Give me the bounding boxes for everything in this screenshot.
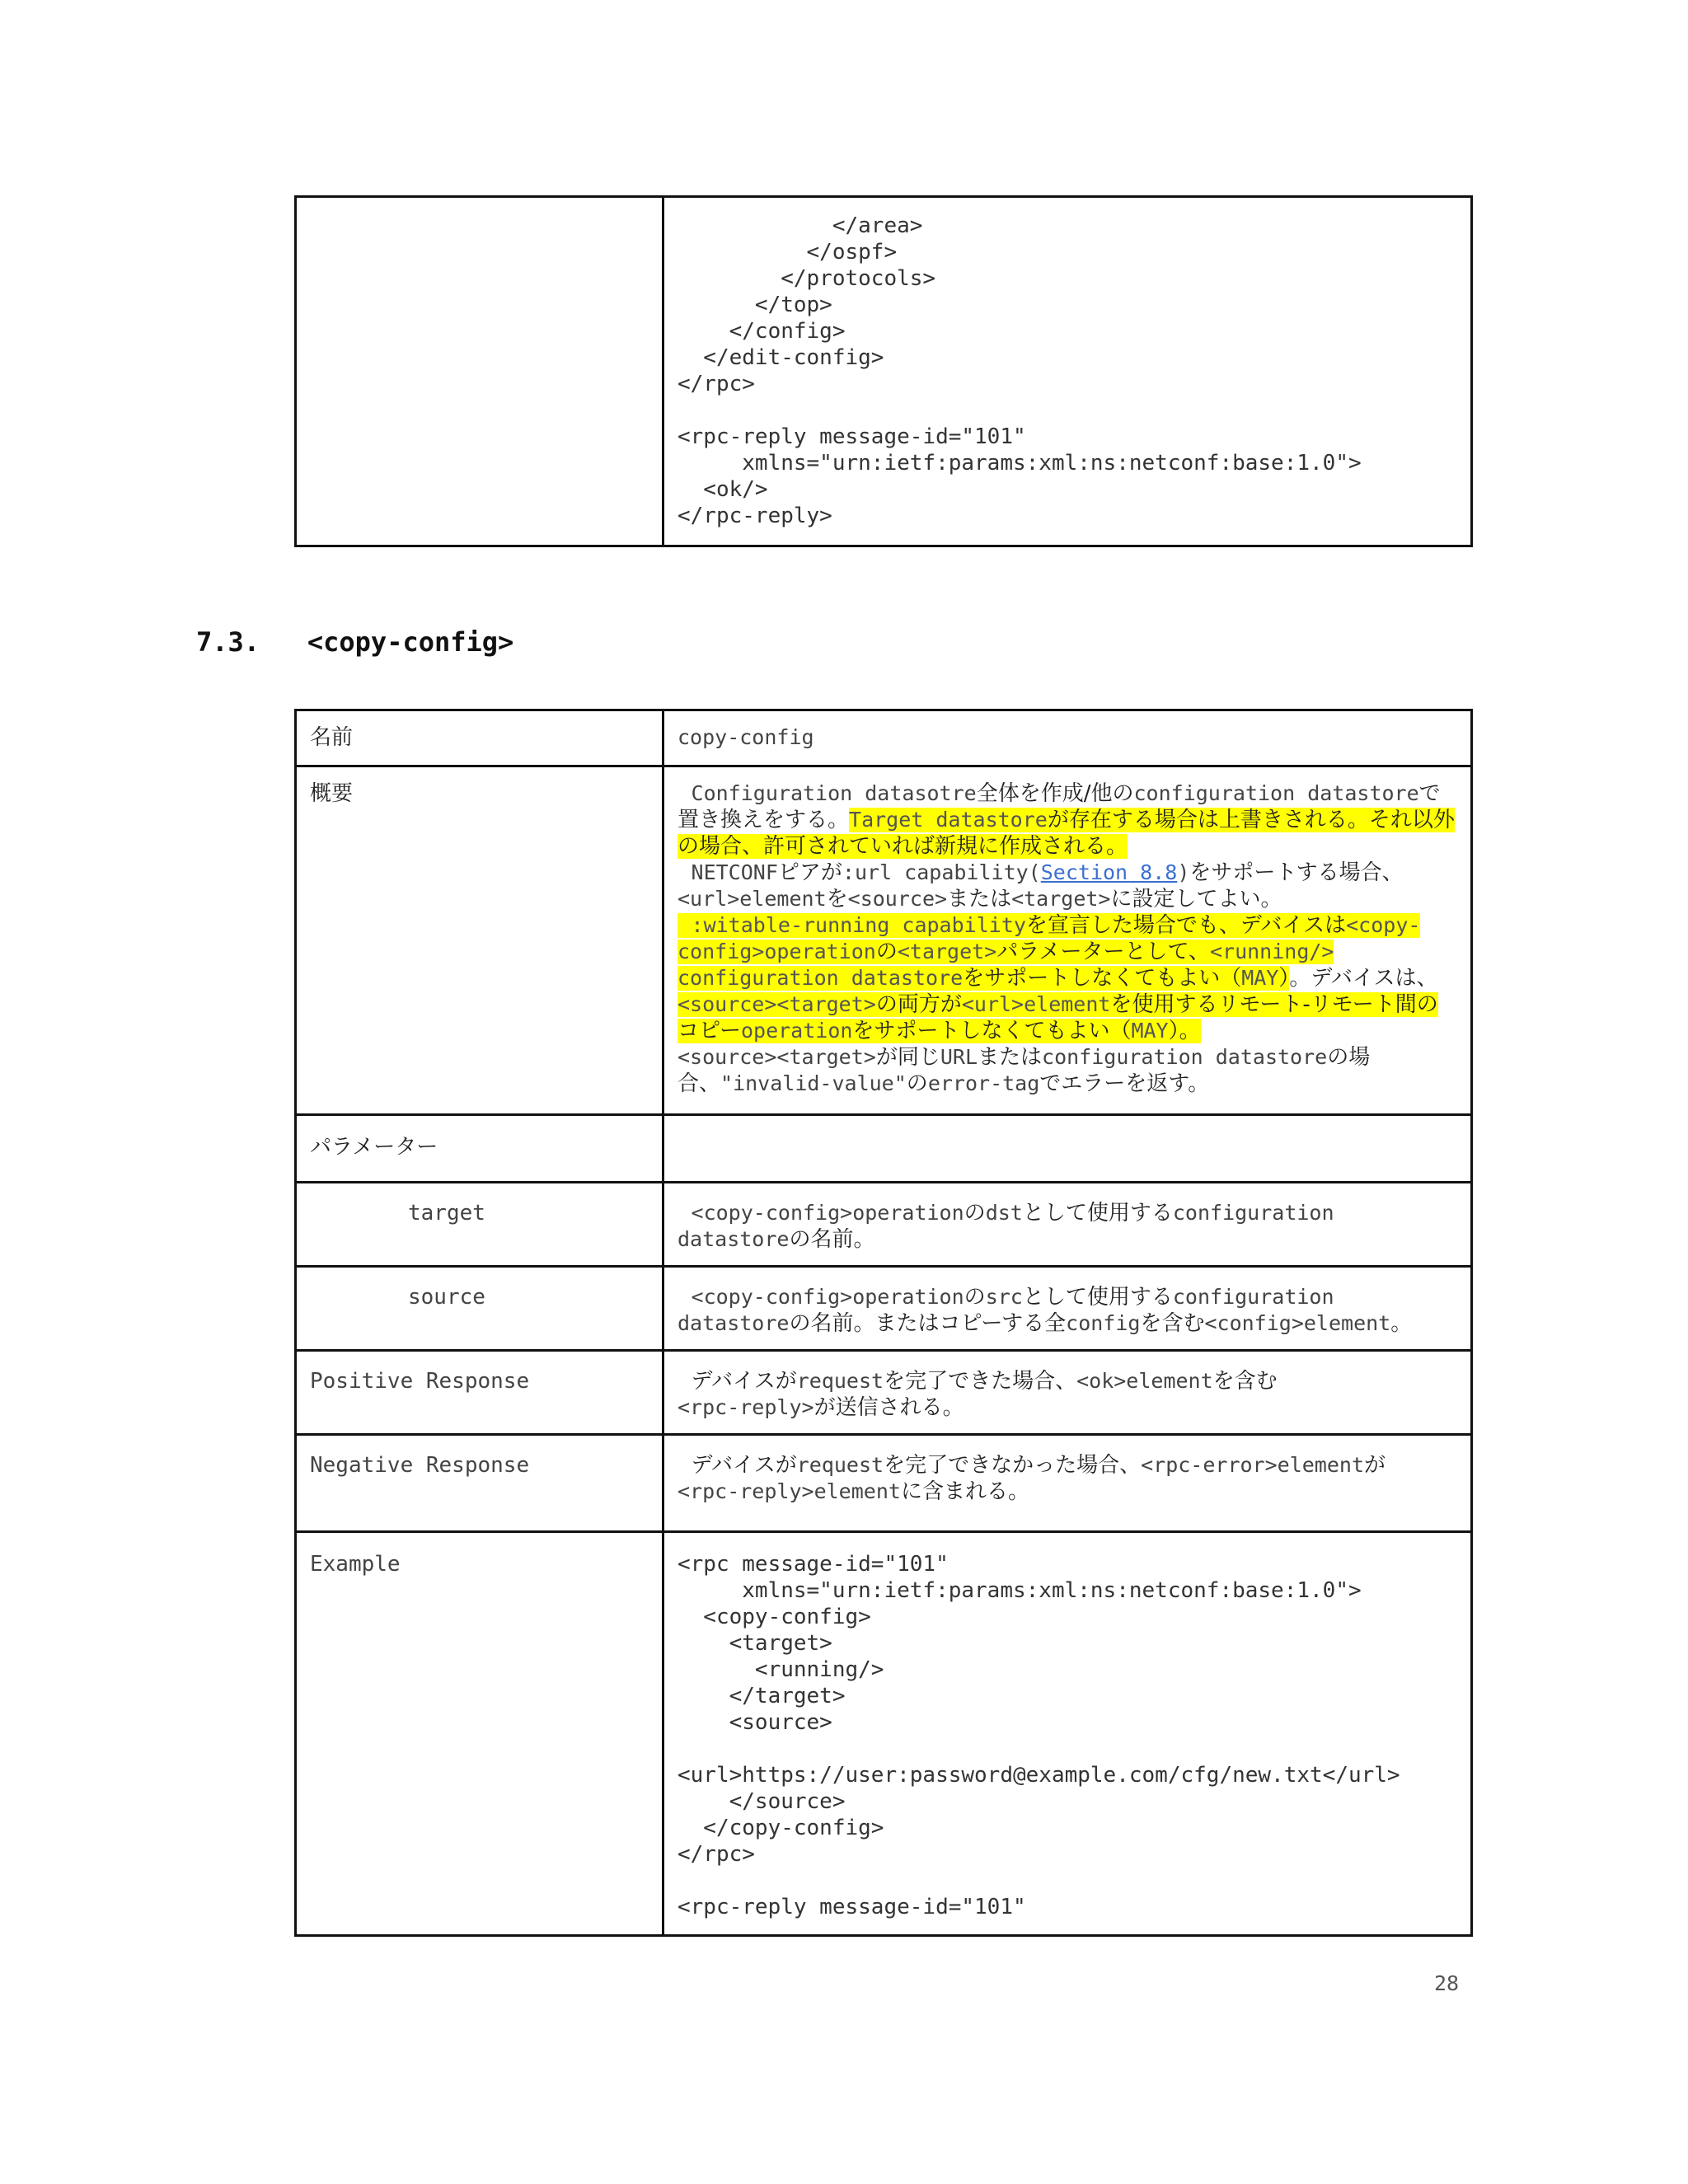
edit-config-code-line: <ok/> [678,477,768,502]
example-code-line: <rpc-reply message-id="101" [678,1895,1026,1919]
edit-config-code-line: </area> [678,213,923,238]
top-table-code-cell [663,197,1472,546]
edit-config-code-line: </protocols> [678,266,936,291]
row-parameters [296,1115,1472,1183]
example-code-line: <source> [678,1710,832,1735]
edit-config-code-block [678,213,1457,529]
negative-response-description: デバイスがrequestを完了できなかった場合、<rpc-error>elementが <rpc-reply>elementに含まれる。 [678,1453,1386,1504]
top-table-left-cell [296,197,663,546]
example-code-line: </rpc> [678,1842,755,1867]
parameters-label: パラメーター [310,1135,438,1160]
edit-config-code-line: </rpc-reply> [678,504,832,528]
summary-label: 概要 [310,781,354,806]
edit-config-code-line: </rpc> [678,372,755,396]
section-8-8-link[interactable]: Section 8.8 [1040,860,1178,884]
example-code-line: <running/> [678,1657,884,1682]
section-number: 7.3. [196,626,260,658]
positive-response-label: Positive Response [310,1369,530,1394]
positive-response-description: デバイスがrequestを完了できた場合、<ok>elementを含む <rpc-reply>が送信される。 [678,1369,1278,1420]
name-value: copy-config [678,725,814,749]
section-title: <copy-config> [307,626,514,658]
example-label: Example [310,1552,401,1577]
example-code-line: <copy-config> [678,1605,871,1629]
edit-config-code-line: </ospf> [678,240,898,265]
source-label: source [408,1285,485,1310]
copy-config-table [294,709,1473,1937]
example-code-line: </copy-config> [678,1816,884,1840]
example-code-line: <url>https://user:password@example.com/cfg/new.txt</url> [678,1763,1400,1788]
row-source [296,1267,1472,1351]
edit-config-code-line: <rpc-reply message-id="101" [678,424,1026,449]
summary-highlight-running: :witable-running capabilityを宣言した場合でも、デバイスは<copy-config>operationの<target>パラメーターとして、<running/> configuration datastoreをサポートしなくてもよい（MAY） [678,913,1421,991]
copy-config-example-code [678,1551,1457,1920]
target-label: target [408,1201,485,1226]
top-table [294,195,1473,547]
example-code-line: </source> [678,1789,846,1814]
row-summary [296,766,1472,1115]
row-example [296,1532,1472,1936]
edit-config-code-line: xmlns="urn:ietf:params:xml:ns:netconf:base:1.0"> [678,451,1362,476]
summary-highlight-overwrite: Target datastoreが存在する場合は上書きされる。それ以外の場合、許可されていれば新規に作成される。 [678,808,1455,859]
row-name [296,710,1472,766]
example-code-line: xmlns="urn:ietf:params:xml:ns:netconf:base:1.0"> [678,1578,1362,1603]
row-negative-response [296,1435,1472,1532]
edit-config-code-line: </top> [678,293,832,317]
summary-highlight-remote: <source><target>の両方が<url>elementを使用するリモート-リモート間のコピーoperationをサポートしなくてもよい（MAY）。 [678,992,1438,1043]
row-positive-response [296,1351,1472,1435]
row-target [296,1183,1472,1267]
source-description: <copy-config>operationのsrcとして使用するconfiguration datastoreの名前。またはコピーする全configを含む<config>element。 [678,1285,1413,1336]
summary-text: Configuration datasotre全体を作成/他のconfiguration datastoreで置き換えをする。Target datastoreが存在する場合は上書きされる。それ以外の場合、許可されていれば新規に作成される。 NETCONFピアが:url capability(Section 8.8)をサポートする場合、<url>elementを<source>または<target>に設定してよい。 :witable-running capabilityを宣言した場合でも、デバイスは<copy-config>operationの<target>パラメーターとして、<running/> configuration datastoreをサポートしなくてもよい（MAY）。デバイスは、<source><target>の両方が<url>elementを使用するリモート-リモート間のコピーoperationをサポートしなくてもよい（MAY）。 <source><target>が同じURLまたはconfiguration datastoreの場合、"invalid-value"のerror-tagでエラーを返す。 [678,781,1455,1096]
edit-config-code-line: </config> [678,319,846,344]
target-description: <copy-config>operationのdstとして使用するconfiguration datastoreの名前。 [678,1201,1334,1252]
name-label: 名前 [310,725,354,750]
edit-config-code-line: </edit-config> [678,345,884,370]
example-code-line: <rpc message-id="101" [678,1552,949,1577]
page-number: 28 [1434,1971,1460,1995]
example-code-line: <target> [678,1631,832,1656]
section-heading [196,626,513,658]
negative-response-label: Negative Response [310,1453,530,1478]
example-code-line: </target> [678,1684,846,1708]
